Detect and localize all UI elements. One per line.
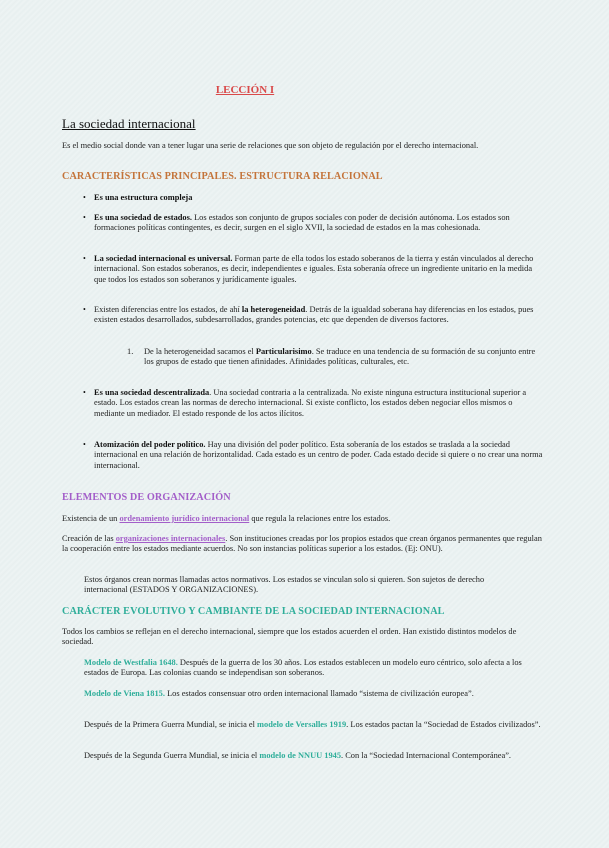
bullet-icon: • bbox=[83, 388, 86, 397]
bold-term: Es una estructura compleja bbox=[94, 193, 193, 202]
keyword-nnuu: modelo de NNUU 1945 bbox=[259, 751, 342, 760]
bullet-icon: • bbox=[83, 193, 86, 202]
item-text: . Una sociedad contraria a la centralizada. No existe ninguna estructura institucional superior a estado. Los estados crean las normas de derecho internacional. Si existe conflicto, los estados deben negociar ellos mismos o mediante un mediador. El estado responde de los actos ilícitos. bbox=[94, 388, 527, 418]
list-item bbox=[94, 305, 544, 326]
paragraph: Creación de las organizaciones internacionales. Son instituciones creadas por los propios estados que crean órganos permanentes que regulan la cooperación entre los estados mediante acuerdos. No son instancias políticas superior a los estados. (Ej: ONU). bbox=[62, 534, 542, 554]
bullet-icon: • bbox=[83, 440, 86, 449]
keyword-versalles: modelo de Versalles 1919 bbox=[257, 720, 347, 729]
list-item bbox=[94, 388, 544, 419]
item-text: Los estados son conjunto de grupos sociales con poder de decisión autónoma. Los estados son formaciones políticas contingentes, es decir, surgen en el siglo XVII, la sociedad de estados en la mas cohesionada. bbox=[94, 213, 510, 233]
bold-term: Es una sociedad de estados. bbox=[94, 213, 192, 222]
bold-term: Particularisimo bbox=[255, 347, 312, 356]
item-text: . Se traduce en una tendencia de su formación de su conjunto entre los grupos de estado que tienen afinidades. Afinidades políticas, culturales, etc. bbox=[144, 347, 536, 367]
model-paragraph: Después de la Segunda Guerra Mundial, se inicia el modelo de NNUU 1945. Con la “Sociedad Internacional Contemporánea”. bbox=[84, 751, 512, 760]
heading-elementos: ELEMENTOS DE ORGANIZACIÓN bbox=[62, 492, 231, 503]
sub-list-item bbox=[144, 347, 544, 368]
model-paragraph: Después de la Primera Guerra Mundial, se inicia el modelo de Versalles 1919. Los estados pactan la “Sociedad de Estados civilizados”. bbox=[84, 720, 541, 729]
lesson-title: LECCIÓN I bbox=[215, 84, 275, 96]
item-text: Hay una división del poder político. Esta soberanía de los estados se traslada a la sociedad internacional en una relación de horizontalidad. Cada estado es un centro de poder. Cada estado decide si quiere o no crear una norma internacional. bbox=[94, 440, 543, 470]
bold-term: Es una sociedad descentralizada bbox=[94, 388, 210, 397]
keyword-ordenamiento: ordenamiento jurídico internacional bbox=[119, 514, 250, 523]
keyword-viena: Modelo de Viena 1815. bbox=[84, 689, 165, 698]
item-text: De la heterogeneidad sacamos el bbox=[144, 347, 256, 356]
list-item bbox=[94, 254, 544, 285]
list-item bbox=[94, 193, 544, 203]
model-paragraph: Modelo de Westfalia 1648. Después de la guerra de los 30 años. Los estados establecen un modelo euro céntrico, solo afecta a los estados de Europa. Las colonias cuando se independisan son soberanos. bbox=[84, 658, 522, 678]
heading-caracter-evolutivo: CARÁCTER EVOLUTIVO Y CAMBIANTE DE LA SOCIEDAD INTERNACIONAL bbox=[62, 606, 445, 617]
sub-item-number: 1. bbox=[127, 347, 134, 356]
bullet-icon: • bbox=[83, 213, 86, 222]
list-item bbox=[94, 440, 544, 471]
item-text: Forman parte de ella todos los estado soberanos de la tierra y están vinculados al derecho internacional. Son estados soberanos, es decir, independientes e iguales. Esta soberanía ofrece un ingrediente unitario en la medida que todos los estados son soberanos y jurídicamente iguales. bbox=[94, 254, 534, 284]
paragraph: Todos los cambios se reflejan en el derecho internacional, siempre que los estados acuerden el orden. Han existido distintos modelos de sociedad. bbox=[62, 627, 517, 647]
bold-term: la heterogeneidad bbox=[241, 305, 306, 314]
bullet-icon: • bbox=[83, 305, 86, 314]
bullet-icon: • bbox=[83, 254, 86, 263]
bold-term: La sociedad internacional es universal. bbox=[94, 254, 233, 263]
item-text: Existen diferencias entre los estados, de ahí bbox=[94, 305, 242, 314]
indented-paragraph: Estos órganos crean normas llamadas actos normativos. Los estados se vinculan solo si quieren. Son sujetos de derecho internacional (ESTADOS Y ORGANIZACIONES). bbox=[84, 575, 485, 595]
keyword-westfalia: Modelo de Westfalia 1648. bbox=[84, 658, 178, 667]
section-title: La sociedad internacional bbox=[62, 116, 196, 131]
bold-term: Atomización del poder político. bbox=[94, 440, 206, 449]
intro-paragraph: Es el medio social donde van a tener lugar una serie de relaciones que son objeto de regulación por el derecho internacional. bbox=[62, 141, 479, 150]
item-text: . Detrás de la igualdad soberana hay diferencias en los estados, pues existen estados desarrollados, subdesarrollados, grandes potencias, etc que dependen de diversos factores. bbox=[94, 305, 534, 325]
list-item bbox=[94, 213, 544, 234]
paragraph: Existencia de un ordenamiento jurídico internacional que regula la relaciones entre los estados. bbox=[62, 514, 391, 523]
heading-caracteristicas: CARACTERÍSTICAS PRINCIPALES. ESTRUCTURA RELACIONAL bbox=[62, 171, 383, 182]
keyword-organizaciones: organizaciones internacionales bbox=[115, 534, 226, 543]
model-paragraph: Modelo de Viena 1815. Los estados consensuar otro orden internacional llamado “sistema de civilización europea”. bbox=[84, 689, 474, 698]
